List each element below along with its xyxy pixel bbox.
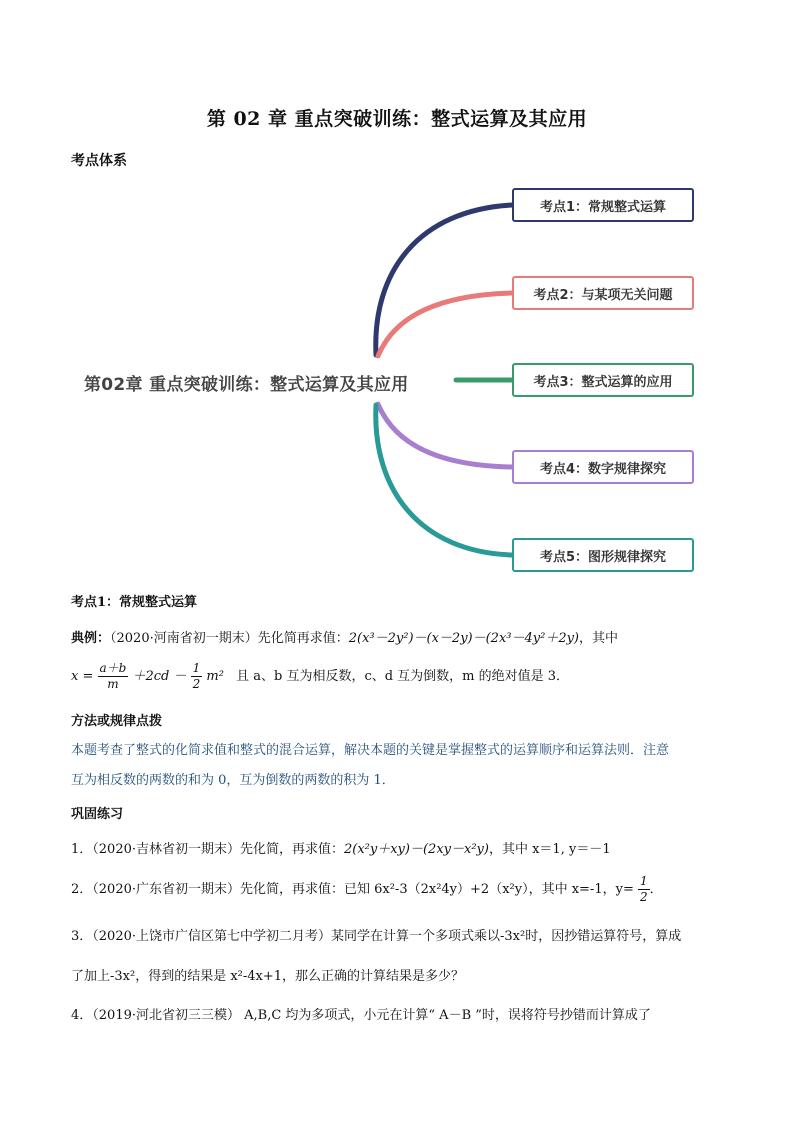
exercise-3-line-2: 了加上-3x²，得到的结果是 x²-4x+1，那么正确的计算结果是多少？ bbox=[71, 969, 465, 984]
topic1-heading: 考点1：常规整式运算 bbox=[71, 595, 198, 610]
fraction-a-plus-b-over-m bbox=[98, 661, 129, 692]
mindmap-node-5: 考点5：图形规律探究 bbox=[512, 538, 694, 572]
exercise-3-line-1: 3．（2020·上饶市广信区第七中学初二月考）某同学在计算一个多项式乘以-3x²时，因抄错运算符号，算成 bbox=[71, 929, 682, 944]
mindmap-center: 第02章 重点突破训练：整式运算及其应用 bbox=[84, 375, 409, 395]
section-title: 考点体系 bbox=[71, 153, 127, 169]
fraction-denominator: 2 bbox=[639, 890, 648, 904]
connector-2 bbox=[378, 293, 512, 356]
example-label: 典例： bbox=[71, 631, 111, 646]
exercise-2 bbox=[71, 874, 663, 905]
mindmap-node-2: 考点2：与某项无关问题 bbox=[512, 276, 694, 310]
mindmap-node-1: 考点1：常规整式运算 bbox=[512, 188, 694, 222]
middle-term: ＋2cd － bbox=[132, 669, 187, 684]
page-title: 第 02 章 重点突破训练：整式运算及其应用 bbox=[206, 108, 588, 130]
method-text-line-1: 本题考查了整式的化简求值和整式的混合运算，解决本题的关键是掌握整式的运算顺序和运算法则．注意 bbox=[71, 743, 670, 758]
fraction-numerator: a＋b bbox=[99, 661, 127, 675]
exercise-2-text: 2．（2020·广东省初一期末）先化简，再求值：已知 6x²-3（2x²4y）+2（x²y），其中 x=-1，y= bbox=[71, 882, 634, 897]
exercise-4: 4．（2019·河北省初三三模） A,B,C 均为多项式，小元在计算“ A－B ”时，误将符号抄错而计算成了 bbox=[71, 1008, 651, 1023]
fraction-one-half bbox=[191, 661, 203, 692]
x-equals: x = bbox=[71, 669, 94, 684]
fraction-one-half bbox=[638, 874, 650, 905]
exercise-1-text: 1．（2020·吉林省初一期末）先化简，再求值： bbox=[71, 842, 344, 857]
mindmap-node-3: 考点3：整式运算的应用 bbox=[512, 363, 694, 397]
exercise-2-end: ． bbox=[649, 882, 663, 897]
method-heading: 方法或规律点拨 bbox=[71, 714, 163, 729]
exercise-1 bbox=[71, 838, 611, 857]
fraction-numerator: 1 bbox=[639, 874, 648, 888]
example-line bbox=[71, 627, 618, 646]
exercise-1-condition: ，其中 x＝1, y＝－1 bbox=[488, 842, 611, 857]
example-condition-line bbox=[71, 661, 569, 692]
fraction-denominator: 2 bbox=[192, 677, 201, 691]
example-condition: 且 a、b 互为相反数，c、d 互为倒数，m 的绝对值是 3． bbox=[236, 669, 570, 684]
example-source: （2020·河南省初一期末）先化简再求值： bbox=[110, 631, 349, 646]
practice-heading: 巩固练习 bbox=[71, 807, 124, 822]
mindmap-node-4: 考点4：数字规律探究 bbox=[512, 450, 694, 484]
connector-4 bbox=[378, 404, 512, 467]
fraction-denominator: m bbox=[107, 677, 119, 691]
fraction-numerator: 1 bbox=[192, 661, 201, 675]
example-suffix: ，其中 bbox=[579, 631, 619, 646]
connector-5 bbox=[376, 405, 512, 555]
method-text-line-2: 互为相反数的两数的和为 0，互为倒数的两数的积为 1． bbox=[71, 773, 395, 788]
example-expression: 2(x³－2y²)－(x－2y)－(2x³－4y²＋2y) bbox=[348, 631, 580, 646]
m-squared: m² bbox=[206, 669, 224, 684]
exercise-1-expression: 2(x²y＋xy)－(2xy－x²y) bbox=[344, 842, 489, 857]
